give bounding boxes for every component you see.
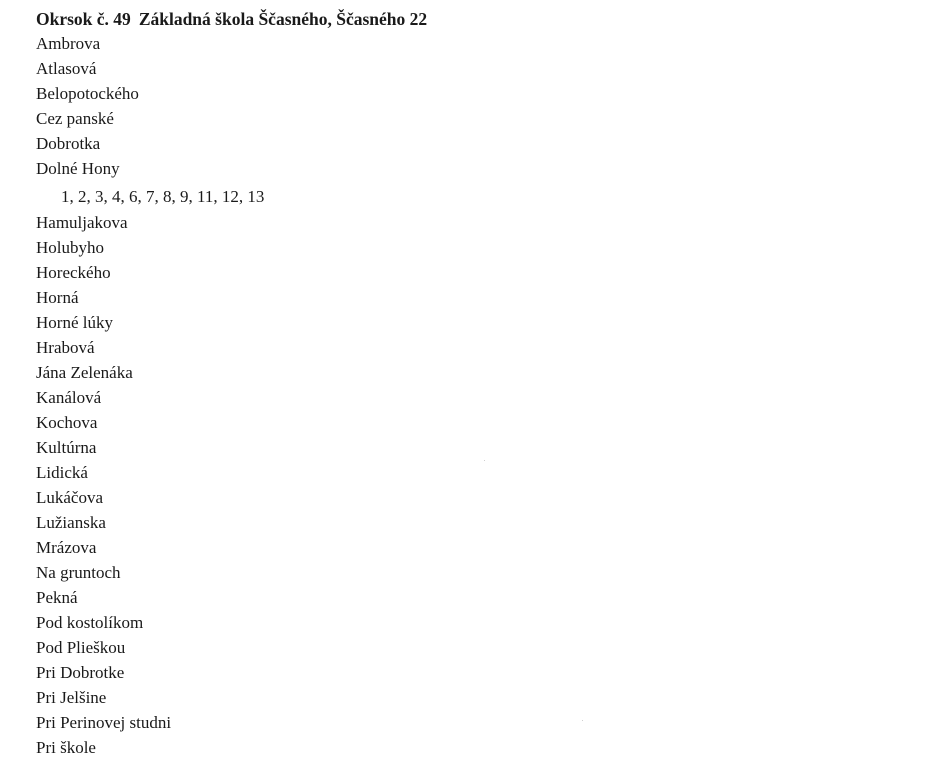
street-item: Hrabová — [36, 338, 95, 357]
street-item: Jána Zelenáka — [36, 363, 133, 382]
street-item: Horné lúky — [36, 313, 113, 332]
street-item: Holubyho — [36, 238, 104, 257]
scan-speck — [582, 720, 583, 721]
street-item: Mrázova — [36, 538, 97, 557]
street-item: Dobrotka — [36, 134, 101, 153]
street-item: Kanálová — [36, 388, 102, 407]
street-item: Dolné Hony — [36, 159, 120, 178]
district-heading — [36, 7, 427, 31]
street-item: Pod kostolíkom — [36, 613, 144, 632]
street-item: Pri Jelšine — [36, 688, 107, 707]
street-item: Na gruntoch — [36, 563, 121, 582]
street-item: Kultúrna — [36, 438, 97, 457]
house-numbers: 1, 2, 3, 4, 6, 7, 8, 9, 11, 12, 13 — [61, 187, 265, 206]
street-list — [36, 31, 264, 760]
street-item: Horná — [36, 288, 79, 307]
street-item: Kochova — [36, 413, 98, 432]
district-label: Okrsok č. 49 — [36, 9, 131, 29]
street-item: Atlasová — [36, 59, 97, 78]
street-item: Belopotockého — [36, 84, 139, 103]
street-item: Pri Perinovej studni — [36, 713, 172, 732]
street-item: Horeckého — [36, 263, 111, 282]
street-item: Pod Plieškou — [36, 638, 126, 657]
street-item: Pri škole — [36, 738, 96, 757]
street-item: Hamuljakova — [36, 213, 128, 232]
street-item: Ambrova — [36, 34, 101, 53]
street-item: Pekná — [36, 588, 78, 607]
street-item: Lukáčova — [36, 488, 104, 507]
street-item: Lužianska — [36, 513, 106, 532]
street-item: Cez panské — [36, 109, 114, 128]
street-item: Pri Dobrotke — [36, 663, 125, 682]
street-item: Lidická — [36, 463, 88, 482]
scan-speck — [484, 460, 485, 461]
school-name: Základná škola Ščasného, Ščasného 22 — [138, 9, 428, 29]
